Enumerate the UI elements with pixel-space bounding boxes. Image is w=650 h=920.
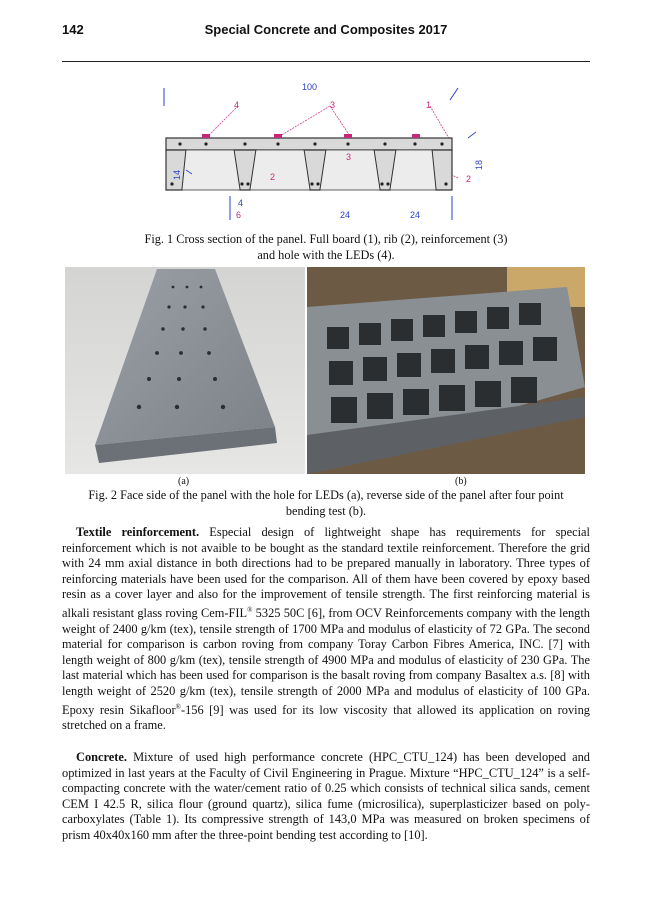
header-rule — [62, 61, 590, 62]
subfigure-b-label: (b) — [455, 476, 467, 487]
led-holes — [202, 134, 420, 138]
paragraph-concrete: Concrete. Mixture of used high performance concrete (HPC_CTU_124) has been developed and optimized in last years at the Faculty of Civil Engineering in Prague. Mixture “HPC_CTU_124” is a self-compacting concrete with the water/cement ratio of 0.25 which consists of technical silica sands, cement CEM I 42.5 R, silica flour (ground quartz), silica fume (microsilica), superplasticizer based on poly-carboxylates (Table 1). Its compressive strength of 143,0 MPa was measured on broken specimens of prism 40x40x160 mm after the three-point bending test according to [10]. — [62, 750, 590, 842]
label-top-dim: 100 — [302, 82, 318, 92]
paragraph-heading: Concrete. — [76, 750, 128, 764]
running-title: Special Concrete and Composites 2017 — [204, 22, 448, 37]
page-number: 142 — [62, 22, 84, 37]
label-24a: 24 — [340, 210, 351, 220]
label-4b: 4 — [238, 198, 244, 208]
label-4: 4 — [234, 100, 240, 110]
figure-1-caption: Fig. 1 Cross section of the panel. Full board (1), rib (2), reinforcement (3) and hole with the LEDs (4). — [144, 232, 508, 262]
photo-face-side — [65, 267, 305, 474]
label-6: 6 — [236, 210, 242, 220]
label-2: 2 — [270, 172, 276, 182]
label-3: 3 — [330, 100, 336, 110]
label-14: 14 — [172, 169, 182, 180]
label-18: 18 — [474, 159, 484, 170]
page-header — [62, 22, 590, 42]
top-board — [166, 138, 452, 150]
label-2b: 2 — [466, 174, 472, 184]
paragraph-textile-reinforcement: Textile reinforcement. Especial design of lightweight shape has requirements for special reinforcement which is not avaible to be bought as the standard textile reinforcement. Therefore the grid with 24 mm axial distance in both directions had to be prepared manually in laboratory. Three types of reinforcing materials have been used for the comparison. All of them have been covered by epoxy based resin as a cover layer and also for the improvement of tensile strength. The first reinforcing material is alkali resistant glass roving Cem-FIL® 5325 50C [6], from OCV Reinforcements company with the length weight of 2400 g/km (tex), tensile strength of 1700 MPa and modulus of elasticity of 72 GPa. The second material for comparison is carbon roving from company Toray Carbon Fibres America, INC. [7] with length weight of 800 g/km (tex), tensile strength of 4900 MPa and modulus of elasticity of 230 GPa. The last material which has been used for comparison is the basalt roving from company Basaltex a.s. [8] with length weight of 2520 g/km (tex), tensile strength of 2000 MPa and modulus of elasticity of 100 GPa. Epoxy resin Sikafloor®-156 [9] was used for its low viscosity that allowed its application on roving stretched on a frame. — [62, 525, 590, 733]
photo-reverse-side — [307, 267, 585, 474]
cross-section-drawing — [150, 78, 500, 228]
figure-2-caption: Fig. 2 Face side of the panel with the hole for LEDs (a), reverse side of the panel after four point bending test (b). — [88, 488, 564, 518]
figure-1-cross-section — [150, 78, 500, 228]
label-1: 1 — [426, 100, 432, 110]
dim-tick-right — [450, 88, 458, 100]
label-24b: 24 — [410, 210, 421, 220]
subfigure-a-label: (a) — [178, 476, 190, 487]
paragraph-heading: Textile reinforcement. — [76, 525, 200, 539]
label-3b: 3 — [346, 152, 352, 162]
